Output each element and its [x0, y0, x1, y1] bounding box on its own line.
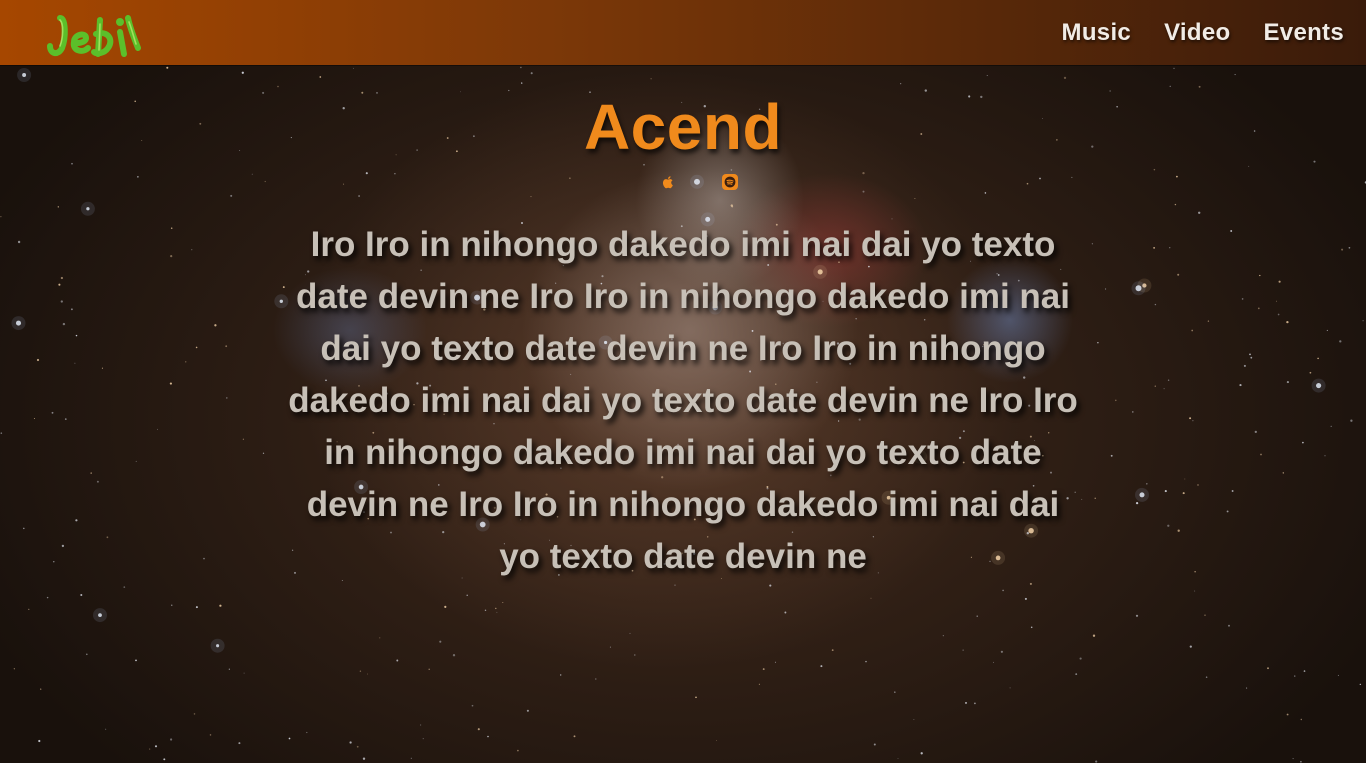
star	[1190, 645, 1192, 647]
star	[1030, 583, 1032, 585]
star	[517, 750, 519, 752]
star	[1031, 627, 1033, 629]
star	[502, 602, 503, 603]
star	[1300, 761, 1302, 763]
star	[977, 616, 978, 617]
star	[874, 743, 876, 745]
star	[28, 609, 29, 610]
star	[196, 606, 198, 608]
star	[763, 668, 765, 670]
star	[478, 728, 480, 730]
star	[396, 660, 398, 662]
star	[832, 649, 834, 651]
star	[420, 725, 421, 726]
main-nav	[1062, 0, 1344, 65]
star	[1001, 651, 1003, 653]
star	[1010, 687, 1011, 688]
star	[423, 738, 424, 739]
star	[775, 662, 776, 663]
star	[411, 758, 412, 759]
star-glow	[211, 639, 225, 653]
star	[560, 674, 561, 675]
jedi-logo-graffiti	[44, 8, 144, 64]
star	[487, 736, 489, 738]
star	[820, 665, 822, 667]
star	[716, 740, 717, 741]
star	[14, 668, 15, 669]
star	[1194, 591, 1195, 592]
star	[47, 597, 48, 598]
star	[238, 742, 240, 744]
star	[965, 702, 967, 704]
star	[865, 661, 866, 662]
star	[123, 586, 125, 588]
star	[610, 647, 611, 648]
star	[496, 612, 497, 613]
star	[1204, 614, 1205, 615]
star	[428, 669, 429, 670]
star	[360, 670, 361, 671]
star	[784, 612, 786, 614]
star	[367, 674, 368, 675]
nav-link-video[interactable]: Video	[1164, 18, 1231, 46]
star	[1304, 670, 1306, 672]
star	[86, 654, 88, 656]
star	[219, 605, 221, 607]
star	[229, 669, 230, 670]
star	[363, 758, 365, 760]
star	[894, 691, 896, 693]
star	[898, 758, 899, 759]
star	[357, 746, 359, 748]
star	[485, 610, 486, 611]
star	[149, 749, 150, 750]
star	[135, 660, 137, 662]
star	[1267, 667, 1269, 669]
star	[1294, 676, 1295, 677]
star	[974, 703, 976, 705]
star	[379, 637, 380, 638]
star	[993, 662, 994, 663]
star	[171, 605, 172, 606]
star	[453, 654, 455, 656]
star	[155, 745, 157, 747]
star	[963, 650, 964, 651]
star	[1002, 590, 1004, 592]
star	[439, 641, 441, 643]
nav-link-music[interactable]: Music	[1061, 18, 1132, 46]
apple-icon[interactable]	[659, 173, 677, 191]
star	[170, 738, 172, 740]
nav-link-events[interactable]: Events	[1263, 18, 1344, 46]
streaming-links	[0, 173, 1366, 191]
star	[1095, 761, 1097, 763]
star	[1246, 688, 1247, 689]
star	[674, 585, 675, 586]
star	[194, 713, 196, 715]
star	[40, 688, 41, 689]
jedi-logo[interactable]	[44, 8, 144, 64]
star	[306, 732, 307, 733]
song-section	[0, 65, 1366, 583]
star	[1338, 675, 1339, 676]
star	[527, 710, 529, 712]
star	[634, 654, 635, 655]
star	[244, 673, 245, 674]
star	[1228, 625, 1230, 627]
star	[466, 595, 467, 596]
star	[695, 696, 697, 698]
star	[1293, 758, 1294, 759]
star	[769, 585, 771, 587]
star	[574, 735, 576, 737]
star	[1080, 658, 1082, 660]
star	[38, 740, 40, 742]
star	[1287, 714, 1289, 716]
star	[870, 598, 871, 599]
star	[759, 684, 760, 685]
star	[595, 678, 596, 679]
star	[1025, 598, 1027, 600]
star	[1093, 635, 1095, 637]
star	[943, 635, 944, 636]
star	[163, 758, 165, 760]
star-glow	[93, 608, 107, 622]
star	[80, 594, 82, 596]
star	[1075, 673, 1077, 675]
song-lyrics: Iro Iro in nihongo dakedo imi nai dai yo texto date devin ne Iro Iro in nihongo dakedo imi nai dai yo texto date devin ne Iro Iro in nihongo dakedo imi nai dai yo texto date devin ne Iro Iro in nihongo dakedo imi nai dai yo texto date devin ne Iro Iro in nihongo dakedo imi nai dai yo texto date devin ne	[288, 225, 1078, 576]
star	[444, 606, 446, 608]
star	[105, 729, 106, 730]
star	[349, 741, 351, 743]
top-navbar	[0, 0, 1366, 65]
star	[913, 719, 914, 720]
star	[921, 752, 923, 754]
spotify-icon[interactable]	[721, 173, 739, 191]
star	[289, 738, 291, 740]
star	[1136, 615, 1138, 617]
star	[629, 633, 630, 634]
star	[1360, 684, 1361, 685]
star	[472, 705, 474, 707]
star	[1206, 676, 1208, 678]
song-title: Acend	[583, 91, 783, 163]
star	[210, 734, 212, 736]
star	[495, 608, 496, 609]
star	[1301, 719, 1302, 720]
